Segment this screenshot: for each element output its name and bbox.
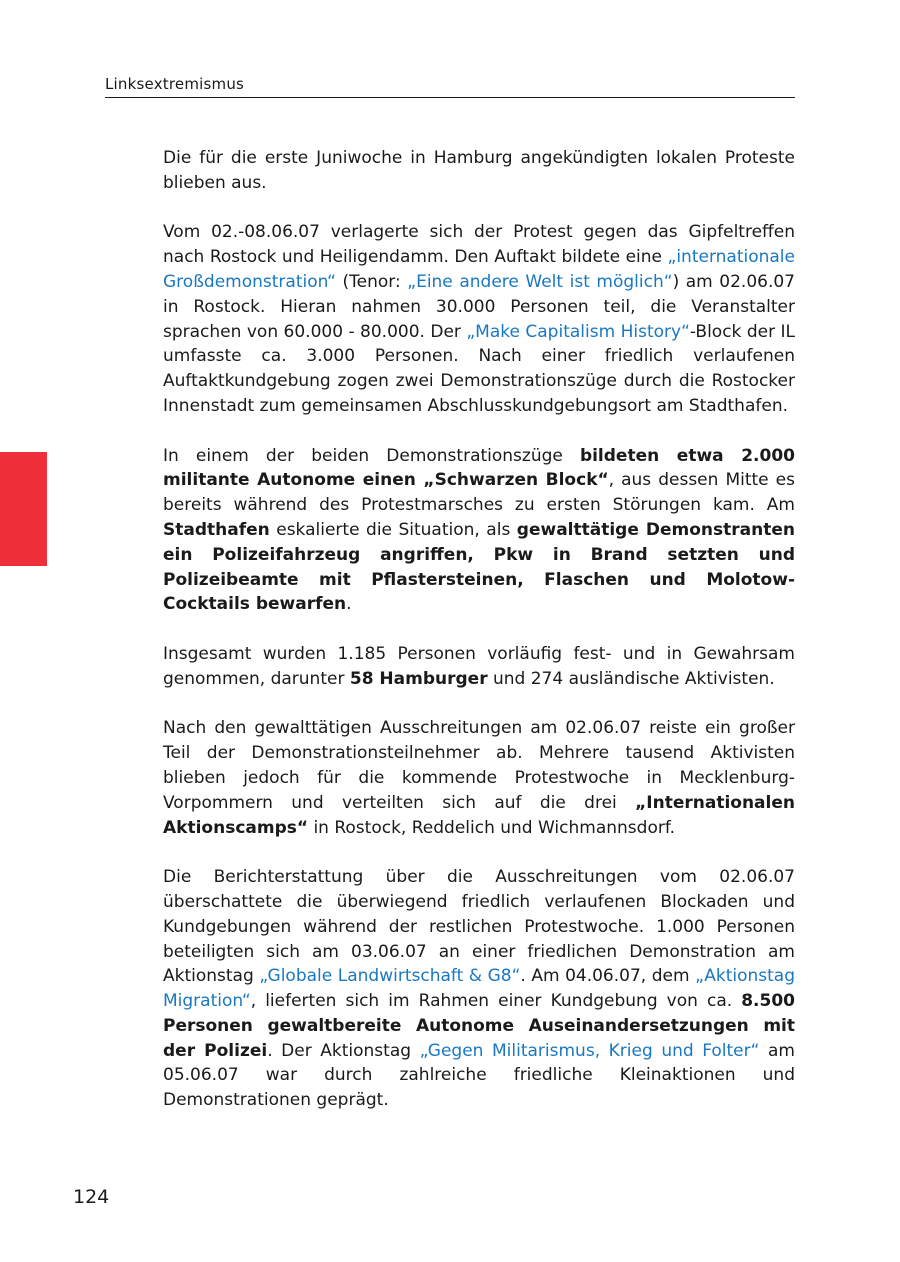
text-run: Nach den gewalttätigen Ausschreitungen am 02.06.07 reiste ein großer Teil der Demonstrationsteilnehmer ab. Mehrere tausend Aktivisten blieben jedoch für die kommende Protestwoche in Mecklenburg-Vorpommern und verteilten sich auf die drei bbox=[163, 718, 795, 813]
text-run: Die Berichterstattung über die Ausschreitungen vom 02.06.07 überschattete die überwiegend friedlich verlaufenen Blockaden und Kundgebungen während der restlichen Protestwoche. 1.000 Personen beteiligten sich am 03.06.07 an einer friedlichen Demonstration am Aktionstag bbox=[163, 867, 795, 987]
bold-text: 8.500 Personen gewaltbereite Autonome Auseinandersetzungen mit der Polizei bbox=[163, 991, 795, 1061]
bold-text: gewalttätige Demonstranten ein Polizeifahrzeug angriffen, Pkw in Brand setzten und Polizeibeamte mit Pflastersteinen, Flaschen und Molotow-Cocktails bewarfen bbox=[163, 519, 795, 615]
paragraph bbox=[163, 642, 795, 692]
running-header bbox=[105, 75, 795, 98]
paragraph bbox=[163, 146, 795, 196]
text-run: , aus dessen Mitte es bereits während des Protestmarsches zu ersten Störungen kam. Am bbox=[163, 470, 795, 516]
event-link: „Aktionstag Migration“ bbox=[163, 966, 795, 1012]
text-run: . bbox=[346, 594, 352, 615]
text-run: Insgesamt wurden 1.185 Personen vorläufig fest- und in Gewahrsam genommen, darunter bbox=[163, 643, 795, 689]
event-link: „Make Capitalism History“ bbox=[466, 321, 690, 342]
text-run: am 05.06.07 war durch zahlreiche friedliche Kleinaktionen und Demonstrationen geprägt. bbox=[163, 1040, 795, 1111]
text-run: in Rostock, Reddelich und Wichmannsdorf. bbox=[308, 817, 675, 838]
chapter-marker bbox=[0, 452, 47, 566]
text-run: (Tenor: bbox=[335, 271, 408, 292]
text-run: Die für die erste Juniwoche in Hamburg angekündigten lokalen Proteste blieben aus. bbox=[163, 148, 795, 193]
page-number: 124 bbox=[73, 1186, 110, 1208]
paragraph bbox=[163, 865, 795, 1113]
text-run: -Block der IL umfasste ca. 3.000 Personen. Nach einer friedlich verlaufenen Auftaktkundgebung zogen zwei Demonstrationszüge durch die Rostocker Innenstadt zum gemeinsamen Abschlusskundgebungsort am Stadthafen. bbox=[163, 321, 795, 416]
header-title: Linksextremismus bbox=[105, 75, 245, 93]
text-run: ) am 02.06.07 in Rostock. Hieran nahmen 30.000 Personen teil, die Veranstalter sprachen von 60.000 - 80.000. Der bbox=[163, 271, 795, 342]
paragraph bbox=[163, 444, 795, 618]
paragraph bbox=[163, 220, 795, 418]
paragraph bbox=[163, 716, 795, 840]
bold-text: 58 Hamburger bbox=[349, 668, 488, 689]
body-text bbox=[163, 146, 795, 1138]
event-link: „Gegen Militarismus, Krieg und Folter“ bbox=[419, 1040, 760, 1061]
text-run: und 274 ausländische Aktivisten. bbox=[487, 668, 775, 689]
event-link: „Eine andere Welt ist möglich“ bbox=[407, 271, 673, 292]
text-run: . Der Aktionstag bbox=[267, 1040, 420, 1061]
text-run: In einem der beiden Demonstrationszüge bbox=[163, 445, 580, 466]
bold-text: Stadthafen bbox=[163, 519, 270, 540]
text-run: . Am 04.06.07, dem bbox=[520, 966, 696, 987]
bold-text: bildeten etwa 2.000 militante Autonome einen „Schwarzen Block“ bbox=[163, 445, 795, 491]
text-run: eskalierte die Situation, als bbox=[269, 519, 517, 540]
event-link: „Globale Landwirtschaft & G8“ bbox=[259, 966, 521, 987]
text-run: Vom 02.-08.06.07 verlagerte sich der Protest gegen das Gipfeltreffen nach Rostock und Heiligendamm. Den Auftakt bildete eine bbox=[163, 222, 795, 268]
event-link: „internationale Großdemonstration“ bbox=[163, 247, 795, 292]
bold-text: „Internationalen Aktionscamps“ bbox=[163, 792, 795, 838]
text-run: , lieferten sich im Rahmen einer Kundgebung von ca. bbox=[250, 991, 742, 1012]
